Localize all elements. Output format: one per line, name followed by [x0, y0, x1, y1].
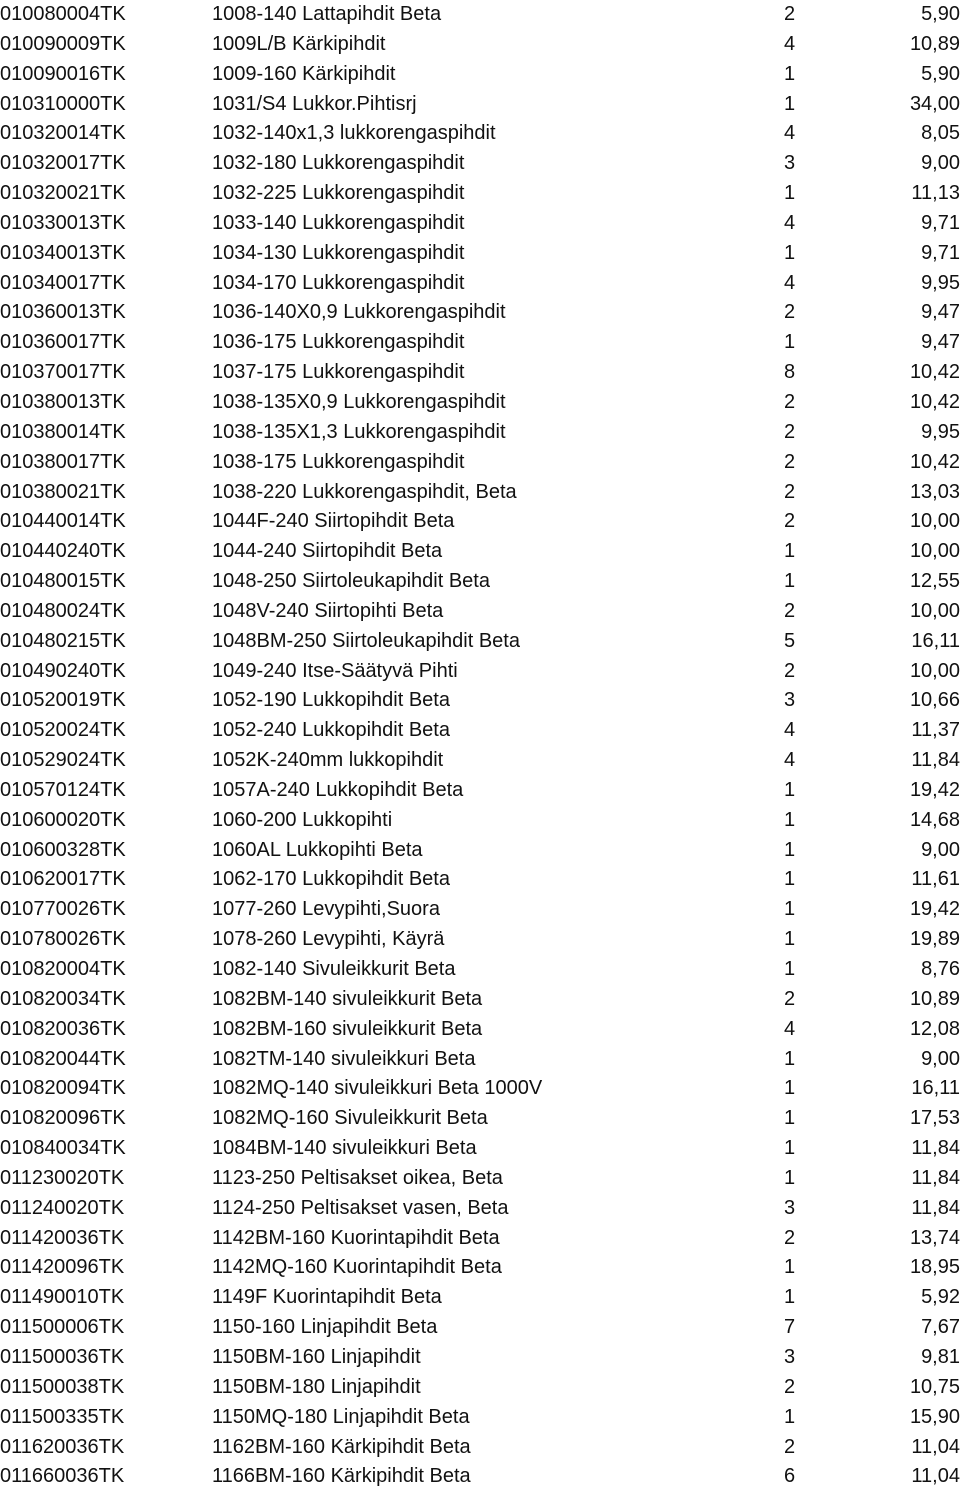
product-description: 1123-250 Peltisakset oikea, Beta	[212, 1166, 503, 1189]
product-price: 12,08	[909, 1017, 960, 1040]
product-code: 010820044TK	[0, 1047, 126, 1070]
product-price: 9,47	[921, 301, 960, 324]
product-price: 9,00	[921, 152, 960, 175]
product-quantity: 1	[784, 1256, 796, 1279]
product-code: 010380017TK	[0, 450, 126, 473]
product-quantity: 3	[784, 1196, 796, 1219]
product-code: 010360017TK	[0, 331, 126, 354]
product-price: 19,89	[909, 928, 960, 951]
product-description: 1038-135X1,3 Lukkorengaspihdit	[212, 420, 506, 443]
product-code: 010820036TK	[0, 1017, 126, 1040]
product-description: 1044-240 Siirtopihdit Beta	[212, 540, 443, 563]
product-price: 9,71	[921, 241, 960, 264]
table-row	[0, 209, 960, 239]
product-code: 010380021TK	[0, 480, 126, 503]
product-price: 10,89	[909, 987, 960, 1010]
product-code: 010340013TK	[0, 241, 126, 264]
table-row	[0, 507, 960, 537]
product-quantity: 2	[784, 3, 796, 25]
product-code: 010820096TK	[0, 1107, 126, 1130]
product-price: 10,00	[909, 540, 960, 563]
product-quantity: 2	[784, 1375, 796, 1398]
product-quantity: 5	[784, 629, 796, 652]
product-quantity: 1	[784, 331, 796, 354]
product-code: 010440240TK	[0, 540, 126, 563]
product-quantity: 1	[784, 1137, 796, 1160]
product-code: 010770026TK	[0, 898, 126, 921]
product-description: 1048BM-250 Siirtoleukapihdit Beta	[212, 629, 520, 652]
product-description: 1062-170 Lukkopihdit Beta	[212, 868, 450, 891]
product-description: 1044F-240 Siirtopihdit Beta	[212, 510, 455, 533]
product-description: 1166BM-160 Kärkipihdit Beta	[212, 1465, 471, 1488]
table-row	[0, 657, 960, 687]
product-description: 1149F Kuorintapihdit Beta	[212, 1286, 442, 1309]
product-quantity: 2	[784, 1435, 796, 1458]
table-row	[0, 1045, 960, 1075]
product-price: 9,00	[921, 838, 960, 861]
product-description: 1009L/B Kärkipihdit	[212, 32, 386, 55]
product-code: 010600020TK	[0, 808, 126, 831]
product-code: 010370017TK	[0, 361, 126, 384]
table-row	[0, 269, 960, 299]
product-description: 1037-175 Lukkorengaspihdit	[212, 361, 465, 384]
product-code: 010340017TK	[0, 271, 126, 294]
product-quantity: 2	[784, 510, 796, 533]
product-code: 011500335TK	[0, 1405, 125, 1428]
product-quantity: 2	[784, 1226, 796, 1249]
product-code: 010320014TK	[0, 122, 126, 145]
product-code: 010380013TK	[0, 390, 126, 413]
product-code: 010320017TK	[0, 152, 126, 175]
product-price: 10,42	[909, 390, 960, 413]
product-quantity: 1	[784, 1166, 796, 1189]
product-price: 11,04	[911, 1435, 960, 1458]
table-row	[0, 955, 960, 985]
product-price: 9,00	[921, 1047, 960, 1070]
product-description: 1048V-240 Siirtopihti Beta	[212, 599, 444, 622]
table-row	[0, 1224, 960, 1254]
product-code: 010820034TK	[0, 987, 126, 1010]
product-code: 010520019TK	[0, 689, 126, 712]
product-code: 011660036TK	[0, 1465, 125, 1488]
table-row	[0, 1283, 960, 1313]
product-price: 16,11	[911, 1077, 960, 1100]
product-price: 11,37	[911, 719, 960, 742]
product-code: 010310000TK	[0, 92, 126, 115]
table-row	[0, 0, 960, 30]
product-price: 10,42	[909, 361, 960, 384]
product-code: 010090009TK	[0, 32, 126, 55]
product-price: 17,53	[909, 1107, 960, 1130]
product-code: 011500006TK	[0, 1316, 125, 1339]
product-price: 10,00	[909, 510, 960, 533]
product-code: 010480215TK	[0, 629, 126, 652]
product-description: 1032-225 Lukkorengaspihdit	[212, 182, 465, 205]
product-quantity: 2	[784, 450, 796, 473]
product-description: 1150MQ-180 Linjapihdit Beta	[212, 1405, 470, 1428]
product-price: 13,03	[909, 480, 960, 503]
table-row	[0, 30, 960, 60]
product-quantity: 2	[784, 480, 796, 503]
product-quantity: 1	[784, 570, 796, 593]
product-quantity: 4	[784, 1017, 796, 1040]
table-row	[0, 179, 960, 209]
product-price: 11,84	[911, 1166, 960, 1189]
product-quantity: 1	[784, 838, 796, 861]
table-row	[0, 567, 960, 597]
product-code: 010490240TK	[0, 659, 126, 682]
product-code: 010480024TK	[0, 599, 126, 622]
product-code: 010600328TK	[0, 838, 126, 861]
product-price: 11,84	[911, 1137, 960, 1160]
product-description: 1142BM-160 Kuorintapihdit Beta	[212, 1226, 500, 1249]
product-quantity: 2	[784, 420, 796, 443]
product-price: 9,47	[921, 331, 960, 354]
product-description: 1150-160 Linjapihdit Beta	[212, 1316, 438, 1339]
product-price: 5,92	[921, 1286, 960, 1309]
product-code: 011420036TK	[0, 1226, 125, 1249]
product-price: 9,95	[921, 271, 960, 294]
product-quantity: 2	[784, 599, 796, 622]
product-price: 8,05	[921, 122, 960, 145]
table-row	[0, 60, 960, 90]
product-description: 1060AL Lukkopihti Beta	[212, 838, 423, 861]
product-price: 11,61	[911, 868, 960, 891]
product-quantity: 4	[784, 749, 796, 772]
table-row	[0, 1403, 960, 1433]
table-row	[0, 1313, 960, 1343]
table-row	[0, 865, 960, 895]
product-price: 12,55	[909, 570, 960, 593]
product-price: 15,90	[909, 1405, 960, 1428]
product-price: 10,00	[909, 659, 960, 682]
product-quantity: 1	[784, 241, 796, 264]
product-code: 011490010TK	[0, 1286, 125, 1309]
product-description: 1162BM-160 Kärkipihdit Beta	[212, 1435, 471, 1458]
product-price: 16,11	[911, 629, 960, 652]
product-description: 1077-260 Levypihti,Suora	[212, 898, 440, 921]
table-row	[0, 358, 960, 388]
product-code: 011500036TK	[0, 1345, 125, 1368]
table-row	[0, 1164, 960, 1194]
product-quantity: 1	[784, 898, 796, 921]
product-price: 9,71	[921, 211, 960, 234]
product-description: 1082-140 Sivuleikkurit Beta	[212, 958, 456, 980]
product-description: 1009-160 Kärkipihdit	[212, 62, 396, 85]
product-price: 5,90	[921, 62, 960, 85]
product-description: 1032-140x1,3 lukkorengaspihdit	[212, 122, 496, 145]
product-code: 010520024TK	[0, 719, 126, 742]
product-description: 1060-200 Lukkopihti	[212, 808, 393, 831]
table-row	[0, 1015, 960, 1045]
product-price: 10,89	[909, 32, 960, 55]
table-row	[0, 239, 960, 269]
product-code: 010820004TK	[0, 958, 126, 980]
product-code: 010440014TK	[0, 510, 126, 533]
table-row	[0, 746, 960, 776]
product-price: 11,04	[911, 1465, 960, 1488]
product-quantity: 1	[784, 62, 796, 85]
table-row	[0, 985, 960, 1015]
product-code: 011500038TK	[0, 1375, 125, 1398]
product-description: 1082MQ-160 Sivuleikkurit Beta	[212, 1107, 488, 1130]
product-description: 1034-170 Lukkorengaspihdit	[212, 271, 465, 294]
product-price: 10,00	[909, 599, 960, 622]
product-price: 9,95	[921, 420, 960, 443]
product-description: 1084BM-140 sivuleikkuri Beta	[212, 1137, 477, 1160]
product-code: 010380014TK	[0, 420, 126, 443]
table-row	[0, 388, 960, 418]
product-description: 1049-240 Itse-Säätyvä Pihti	[212, 659, 458, 682]
product-code: 010570124TK	[0, 778, 126, 801]
product-code: 011620036TK	[0, 1435, 125, 1458]
table-row	[0, 1104, 960, 1134]
product-quantity: 1	[784, 182, 796, 205]
product-price: 10,75	[909, 1375, 960, 1398]
table-row	[0, 1253, 960, 1283]
product-description: 1142MQ-160 Kuorintapihdit Beta	[212, 1256, 502, 1279]
table-row	[0, 537, 960, 567]
product-description: 1082TM-140 sivuleikkuri Beta	[212, 1047, 476, 1070]
product-description: 1052K-240mm lukkopihdit	[212, 749, 444, 772]
table-row	[0, 895, 960, 925]
product-code: 011420096TK	[0, 1256, 125, 1279]
product-description: 1032-180 Lukkorengaspihdit	[212, 152, 465, 175]
product-price: 19,42	[909, 778, 960, 801]
product-quantity: 8	[784, 361, 796, 384]
product-quantity: 1	[784, 1047, 796, 1070]
product-price: 10,42	[909, 450, 960, 473]
product-description: 1150BM-160 Linjapihdit	[212, 1345, 421, 1368]
product-quantity: 1	[784, 868, 796, 891]
table-row	[0, 1373, 960, 1403]
product-code: 010840034TK	[0, 1137, 126, 1160]
product-code: 011240020TK	[0, 1196, 125, 1219]
product-price: 11,13	[911, 182, 960, 205]
table-row	[0, 597, 960, 627]
product-description: 1057A-240 Lukkopihdit Beta	[212, 778, 464, 801]
table-row	[0, 836, 960, 866]
table-row	[0, 806, 960, 836]
table-row	[0, 1134, 960, 1164]
product-description: 1033-140 Lukkorengaspihdit	[212, 211, 465, 234]
table-row	[0, 1343, 960, 1373]
table-row	[0, 478, 960, 508]
product-description: 1052-240 Lukkopihdit Beta	[212, 719, 450, 742]
table-row	[0, 627, 960, 657]
table-row	[0, 448, 960, 478]
table-row	[0, 1074, 960, 1104]
product-price: 9,81	[921, 1345, 960, 1368]
table-row	[0, 298, 960, 328]
product-quantity: 2	[784, 390, 796, 413]
product-code: 010080004TK	[0, 3, 126, 25]
table-row	[0, 776, 960, 806]
product-description: 1034-130 Lukkorengaspihdit	[212, 241, 465, 264]
product-code: 010780026TK	[0, 928, 126, 951]
product-quantity: 1	[784, 1107, 796, 1130]
product-description: 1082BM-160 sivuleikkurit Beta	[212, 1017, 483, 1040]
product-price: 34,00	[909, 92, 960, 115]
product-description: 1038-135X0,9 Lukkorengaspihdit	[212, 390, 506, 413]
product-description: 1052-190 Lukkopihdit Beta	[212, 689, 450, 712]
table-row	[0, 1194, 960, 1224]
product-price: 5,90	[921, 3, 960, 25]
table-row	[0, 149, 960, 179]
product-code: 010090016TK	[0, 62, 126, 85]
product-description: 1031/S4 Lukkor.Pihtisrj	[212, 92, 417, 115]
product-description: 1124-250 Peltisakset vasen, Beta	[212, 1196, 509, 1219]
product-quantity: 1	[784, 958, 796, 980]
product-quantity: 1	[784, 778, 796, 801]
product-quantity: 1	[784, 928, 796, 951]
product-code: 010320021TK	[0, 182, 126, 205]
product-quantity: 3	[784, 1345, 796, 1368]
product-quantity: 1	[784, 1077, 796, 1100]
product-description: 1038-175 Lukkorengaspihdit	[212, 450, 465, 473]
product-price: 19,42	[909, 898, 960, 921]
product-description: 1150BM-180 Linjapihdit	[212, 1375, 421, 1398]
product-price: 14,68	[909, 808, 960, 831]
product-quantity: 2	[784, 659, 796, 682]
product-quantity: 1	[784, 808, 796, 831]
product-quantity: 4	[784, 122, 796, 145]
product-quantity: 4	[784, 271, 796, 294]
product-quantity: 2	[784, 987, 796, 1010]
product-code: 010360013TK	[0, 301, 126, 324]
product-price: 7,67	[921, 1316, 960, 1339]
table-row	[0, 716, 960, 746]
product-code: 010330013TK	[0, 211, 126, 234]
product-description: 1048-250 Siirtoleukapihdit Beta	[212, 570, 490, 593]
product-price: 8,76	[921, 958, 960, 980]
product-code: 010480015TK	[0, 570, 126, 593]
product-quantity: 4	[784, 719, 796, 742]
table-row	[0, 1433, 960, 1463]
product-quantity: 4	[784, 211, 796, 234]
table-row	[0, 418, 960, 448]
product-description: 1008-140 Lattapihdit Beta	[212, 3, 442, 25]
product-code: 010529024TK	[0, 749, 126, 772]
product-quantity: 1	[784, 1286, 796, 1309]
product-quantity: 4	[784, 32, 796, 55]
product-description: 1038-220 Lukkorengaspihdit, Beta	[212, 480, 517, 503]
product-quantity: 6	[784, 1465, 796, 1488]
product-description: 1078-260 Levypihti, Käyrä	[212, 928, 445, 951]
product-description: 1036-140X0,9 Lukkorengaspihdit	[212, 301, 506, 324]
product-quantity: 3	[784, 152, 796, 175]
product-quantity: 1	[784, 540, 796, 563]
product-description: 1082MQ-140 sivuleikkuri Beta 1000V	[212, 1077, 543, 1100]
table-row	[0, 925, 960, 955]
product-quantity: 2	[784, 301, 796, 324]
product-quantity: 1	[784, 92, 796, 115]
table-row	[0, 1462, 960, 1492]
product-description: 1036-175 Lukkorengaspihdit	[212, 331, 465, 354]
table-row	[0, 686, 960, 716]
table-row	[0, 90, 960, 120]
product-quantity: 7	[784, 1316, 796, 1339]
product-price: 11,84	[911, 749, 960, 772]
product-description: 1082BM-140 sivuleikkurit Beta	[212, 987, 483, 1010]
product-price: 11,84	[911, 1196, 960, 1219]
table-row	[0, 328, 960, 358]
product-code: 010620017TK	[0, 868, 126, 891]
product-code: 010820094TK	[0, 1077, 126, 1100]
product-quantity: 3	[784, 689, 796, 712]
product-price: 10,66	[909, 689, 960, 712]
product-quantity: 1	[784, 1405, 796, 1428]
product-price: 18,95	[909, 1256, 960, 1279]
product-code: 011230020TK	[0, 1166, 125, 1189]
table-row	[0, 119, 960, 149]
product-price: 13,74	[909, 1226, 960, 1249]
